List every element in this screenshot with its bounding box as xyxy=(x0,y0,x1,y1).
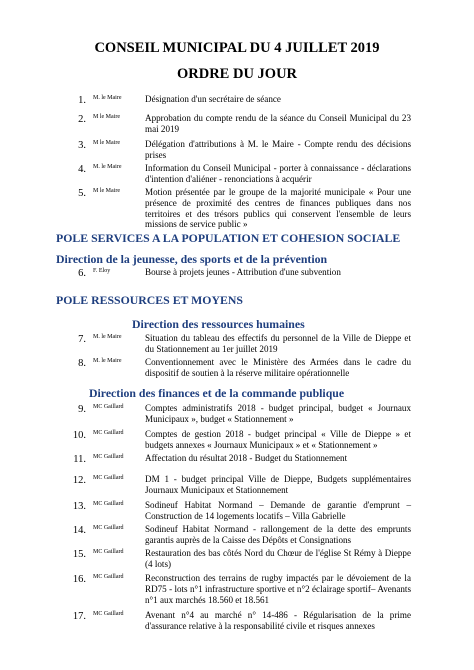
document-subtitle: ORDRE DU JOUR xyxy=(176,66,298,82)
pole-heading-services: POLE SERVICES A LA POPULATION ET COHESION SOCIALE xyxy=(56,231,401,245)
item-text: Avenant n°4 au marché n° 14-486 - Régularisation de la prime d'assurance relative à la responsabilité civile et risques annexes xyxy=(145,610,411,631)
item-speaker: M. le Maire xyxy=(93,95,122,101)
item-text: DM 1 - budget principal Ville de Dieppe, Budgets supplémentaires Journaux Municipaux et Stationnement xyxy=(145,474,411,495)
item-text: Situation du tableau des effectifs du personnel de la Ville de Dieppe et du Stationnement au 1er juillet 2019 xyxy=(145,333,411,354)
item-text: Comptes administratifs 2018 - budget principal, budget « Journaux Municipaux », budget « Stationnement » xyxy=(145,403,411,424)
item-number: 6. xyxy=(78,268,86,279)
pole-heading-ressources: POLE RESSOURCES ET MOYENS xyxy=(56,293,243,307)
item-speaker: M le Maire xyxy=(93,140,120,146)
item-speaker: MC Gaillard xyxy=(93,549,124,555)
item-speaker: F. Eloy xyxy=(93,268,111,274)
item-text: Comptes de gestion 2018 - budget principal « Ville de Dieppe » et budgets annexes « Journaux Municipaux » et « Stationnement » xyxy=(145,429,411,450)
item-number: 9. xyxy=(78,404,86,415)
item-speaker: M. le Maire xyxy=(93,358,122,364)
item-speaker: M. le Maire xyxy=(93,334,122,340)
item-number: 1. xyxy=(78,95,86,106)
item-text: Restauration des bas côtés Nord du Chœur de l'église St Rémy à Dieppe (4 lots) xyxy=(145,548,411,569)
item-number: 11. xyxy=(73,454,86,465)
item-number: 13. xyxy=(72,501,86,512)
item-speaker: MC Gaillard xyxy=(93,525,124,531)
direction-heading-jeunesse: Direction de la jeunesse, des sports et de la prévention xyxy=(56,252,328,266)
item-text: Motion présentée par le groupe de la majorité municipale « Pour une présence de proximité des centres de finances publiques dans nos territoires et des trésors publics qui conservent l'ensemble de leurs missions de service public » xyxy=(145,187,411,230)
item-speaker: M le Maire xyxy=(93,114,120,120)
item-number: 16. xyxy=(72,574,86,585)
direction-heading-finances: Direction des finances et de la commande publique xyxy=(89,386,345,400)
item-speaker: MC Gaillard xyxy=(93,501,124,507)
item-number: 4. xyxy=(78,164,86,175)
item-text: Désignation d'un secrétaire de séance xyxy=(145,94,281,104)
item-speaker: M le Maire xyxy=(93,188,120,194)
item-number: 10. xyxy=(72,430,86,441)
item-number: 3. xyxy=(78,140,86,151)
item-number: 15. xyxy=(72,549,86,560)
item-number: 7. xyxy=(78,334,86,345)
item-number: 12. xyxy=(72,475,86,486)
item-number: 2. xyxy=(78,114,86,125)
item-text: Délégation d'attributions à M. le Maire - Compte rendu des décisions prises xyxy=(145,139,411,160)
item-speaker: MC Gaillard xyxy=(93,430,124,436)
item-text: Reconstruction des terrains de rugby impactés par le dévoiement de la RD75 - lots n°1 infrastructure sportive et n°2 éclairage sportif– Avenants n°1 aux marchés 18.560 et 18.561 xyxy=(145,573,411,605)
item-text: Conventionnement avec le Ministère des Armées dans le cadre du dispositif de soutien à la réserve militaire opérationnelle xyxy=(145,357,411,378)
document-title: CONSEIL MUNICIPAL DU 4 JUILLET 2019 xyxy=(94,40,380,56)
item-text: Information du Conseil Municipal - porter à connaissance - déclarations d'intention d'aliéner - renonciations à acquérir xyxy=(145,163,411,184)
item-number: 5. xyxy=(78,188,86,199)
item-speaker: MC Gaillard xyxy=(93,404,124,410)
item-number: 14. xyxy=(72,525,86,536)
item-number: 17. xyxy=(72,611,86,622)
item-text: Sodineuf Habitat Normand - rallongement de la dette des emprunts garantis auprès de la Caisse des Dépôts et Consignations xyxy=(145,524,411,545)
item-speaker: M. le Maire xyxy=(93,164,122,170)
item-text: Approbation du compte rendu de la séance du Conseil Municipal du 23 mai 2019 xyxy=(145,113,411,134)
item-speaker: MC Gaillard xyxy=(93,611,124,617)
direction-heading-rh: Direction des ressources humaines xyxy=(132,317,305,331)
item-speaker: MC Gaillard xyxy=(93,454,124,460)
item-speaker: MC Gaillard xyxy=(93,574,124,580)
item-text: Sodineuf Habitat Normand – Demande de garantie d'emprunt – Construction de 14 logements locatifs – Villa Gabrielle xyxy=(145,500,411,521)
item-speaker: MC Gaillard xyxy=(93,475,124,481)
item-text: Bourse à projets jeunes - Attribution d'une subvention xyxy=(145,267,341,277)
item-text: Affectation du résultat 2018 - Budget du Stationnement xyxy=(145,453,348,463)
item-number: 8. xyxy=(78,358,86,369)
